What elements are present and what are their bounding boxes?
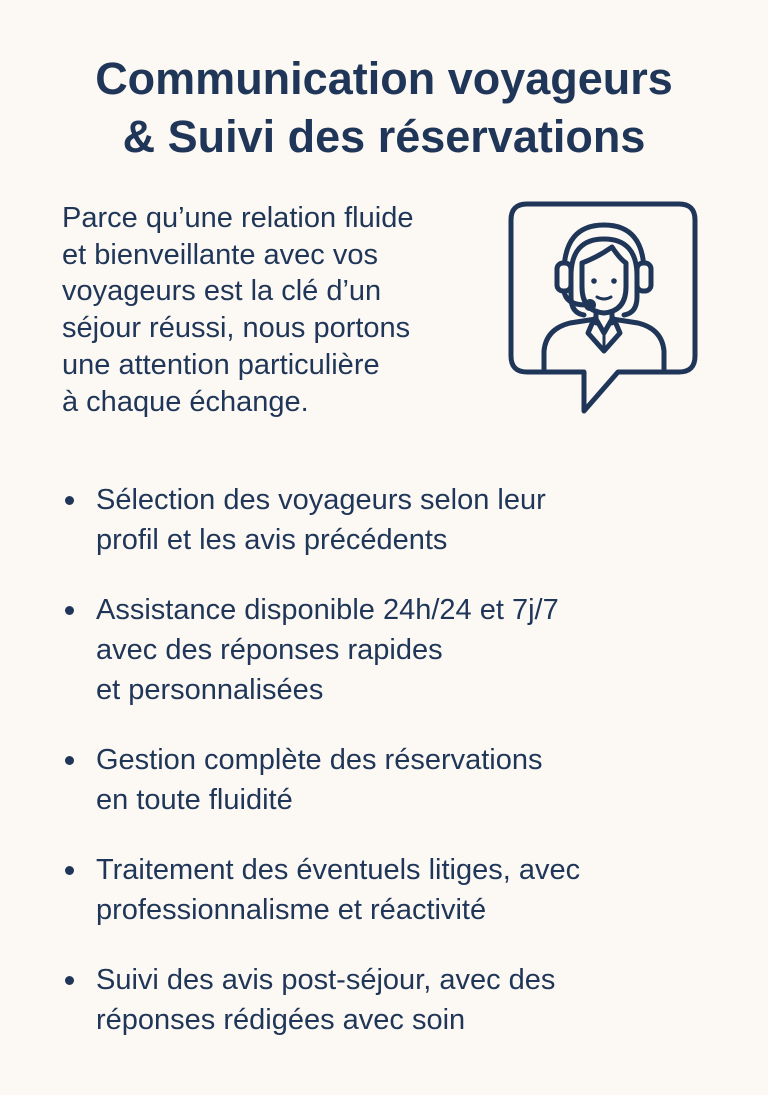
title-line: & Suivi des réservations	[122, 111, 646, 162]
list-item-line: Sélection des voyageurs selon leur	[96, 484, 546, 516]
right-ear-cup	[637, 263, 651, 291]
list-item	[62, 960, 742, 1040]
customer-support-agent-icon	[508, 201, 698, 415]
list-item-text	[96, 740, 742, 820]
intro-line: à chaque échange.	[62, 385, 309, 418]
intro-line: une attention particulière	[62, 348, 380, 381]
intro-paragraph	[62, 200, 492, 420]
intro-line: voyageurs est la clé d’un	[62, 275, 382, 308]
list-item	[62, 850, 742, 930]
list-item-text	[96, 850, 742, 930]
bullet-dot	[65, 496, 74, 505]
microphone	[587, 302, 594, 309]
list-item	[62, 740, 742, 820]
left-eye	[591, 278, 597, 284]
page-title	[0, 50, 768, 166]
list-item	[62, 480, 742, 560]
intro-line: séjour réussi, nous portons	[62, 312, 411, 345]
list-item-line: professionnalisme et réactivité	[96, 894, 487, 926]
title-line: Communication voyageurs	[95, 53, 673, 104]
list-item-line: en toute fluidité	[96, 784, 293, 816]
list-item-line: Suivi des avis post-séjour, avec des	[96, 964, 556, 996]
list-item-line: et personnalisées	[96, 674, 324, 706]
right-eye	[611, 278, 617, 284]
bullet-dot	[65, 976, 74, 985]
list-item-text	[96, 960, 742, 1040]
list-item-line: avec des réponses rapides	[96, 634, 443, 666]
list-item	[62, 590, 742, 710]
intro-line: Parce qu’une relation fluide	[62, 202, 414, 234]
list-item-line: réponses rédigées avec soin	[96, 1004, 466, 1036]
left-ear-cup	[557, 263, 571, 291]
list-item-line: Traitement des éventuels litiges, avec	[96, 854, 581, 886]
bullet-dot	[65, 606, 74, 615]
bullet-dot	[65, 866, 74, 875]
list-item-text	[96, 590, 742, 710]
list-item-line: Assistance disponible 24h/24 et 7j/7	[96, 594, 559, 626]
intro-line: et bienveillante avec vos	[62, 238, 378, 271]
list-item-text	[96, 480, 742, 560]
feature-list	[62, 480, 742, 1070]
list-item-line: profil et les avis précédents	[96, 524, 448, 556]
list-item-line: Gestion complète des réservations	[96, 744, 543, 776]
bullet-dot	[65, 756, 74, 765]
